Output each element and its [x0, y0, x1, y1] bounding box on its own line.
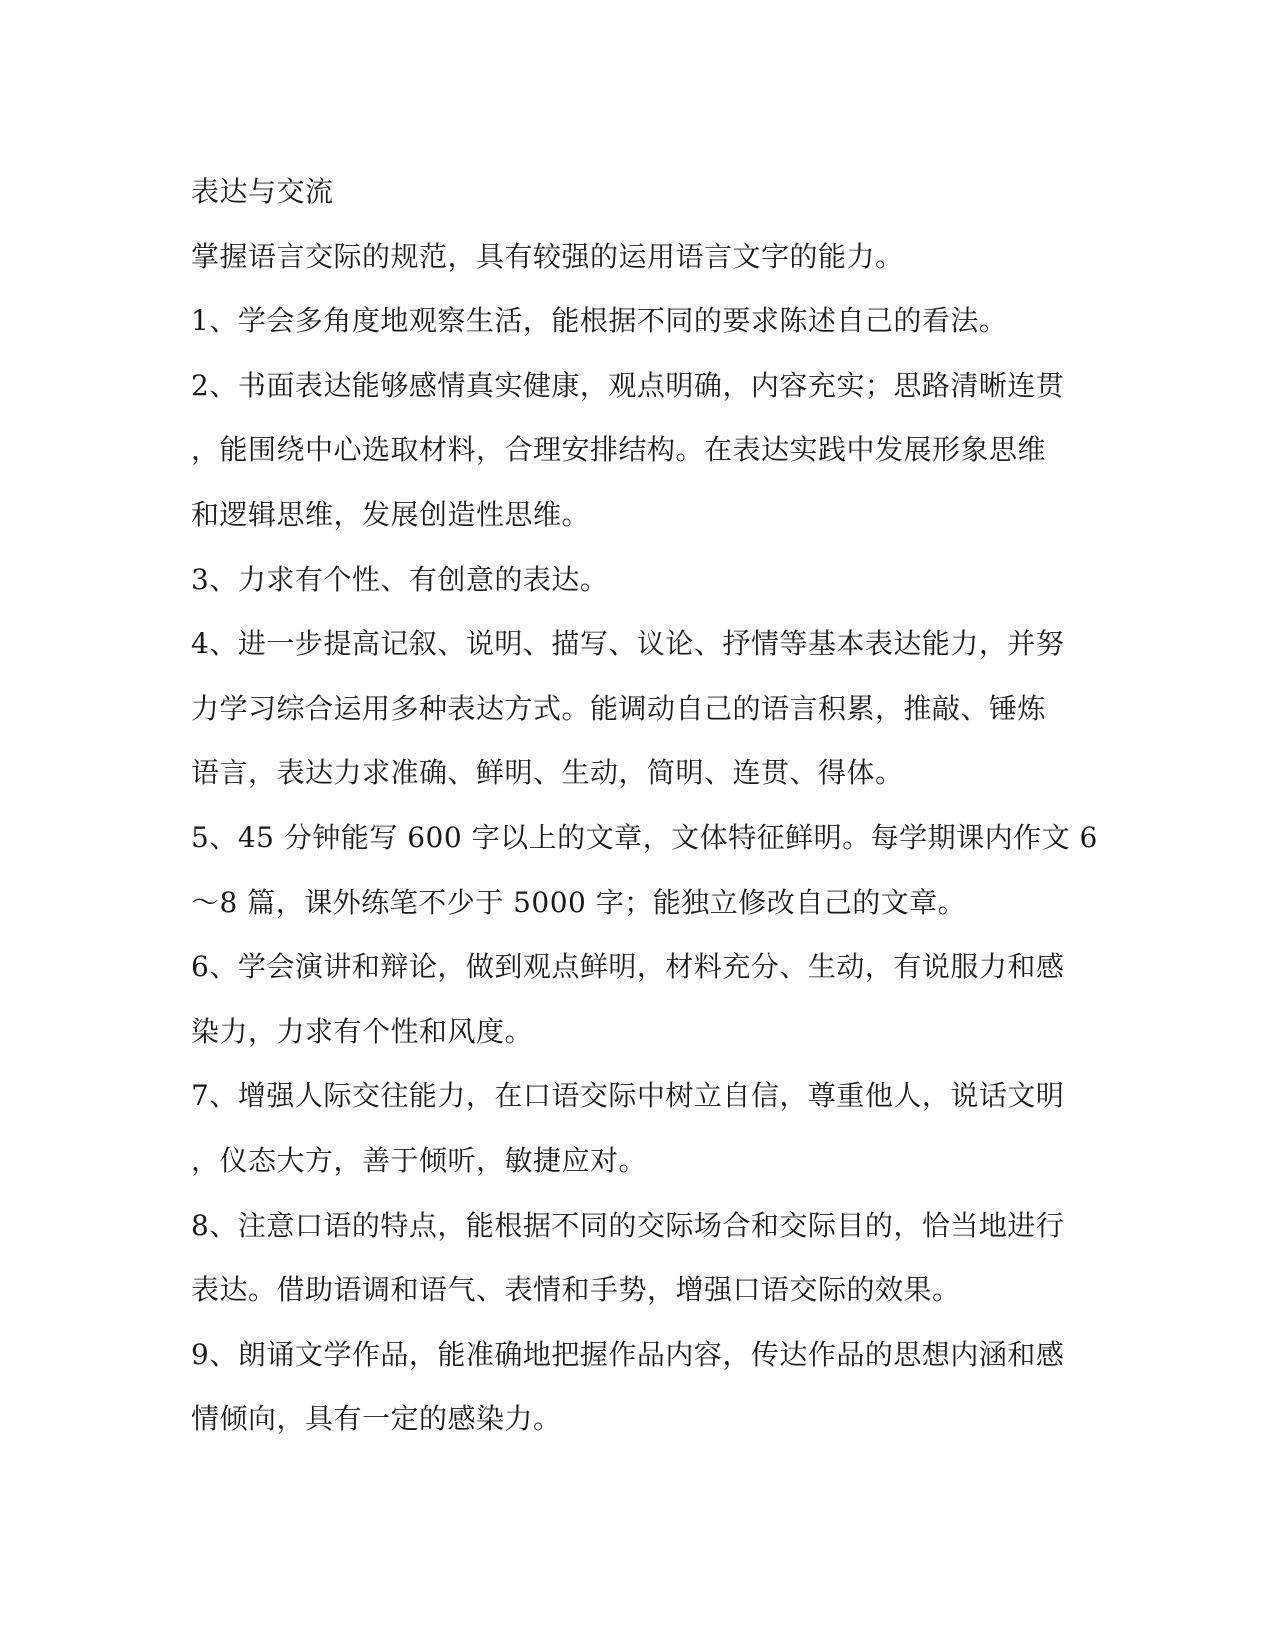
- text-line: 6、学会演讲和辩论，做到观点鲜明，材料充分、生动，有说服力和感: [191, 950, 1065, 984]
- text-line: 4、进一步提高记叙、说明、描写、议论、抒情等基本表达能力，并努: [191, 627, 1065, 661]
- text-line: 表达。借助语调和语气、表情和手势，增强口语交际的效果。: [191, 1273, 961, 1307]
- text-line: ，仪态大方，善于倾听，敏捷应对。: [191, 1143, 648, 1177]
- text-line: 情倾向，具有一定的感染力。: [191, 1402, 562, 1436]
- section-title: 表达与交流: [191, 175, 334, 208]
- text-line: ～8 篇，课外练笔不少于 5000 字；能独立修改自己的文章。: [191, 885, 967, 919]
- text-line: 1、学会多角度地观察生活，能根据不同的要求陈述自己的看法。: [191, 304, 1008, 338]
- text-line: 力学习综合运用多种表达方式。能调动自己的语言积累，推敲、锤炼: [191, 691, 1047, 725]
- text-line: 8、注意口语的特点，能根据不同的交际场合和交际目的，恰当地进行: [191, 1208, 1065, 1242]
- text-line: 语言，表达力求准确、鲜明、生动，简明、连贯、得体。: [191, 756, 904, 790]
- text-line: 染力，力求有个性和风度。: [191, 1014, 534, 1048]
- text-line: 2、书面表达能够感情真实健康，观点明确，内容充实；思路清晰连贯: [191, 368, 1065, 402]
- document-body: [191, 160, 1098, 1452]
- text-line: 3、力求有个性、有创意的表达。: [191, 562, 609, 596]
- text-line: 掌握语言交际的规范，具有较强的运用语言文字的能力。: [191, 239, 904, 273]
- text-line: 7、增强人际交往能力，在口语交际中树立自信，尊重他人，说话文明: [191, 1079, 1065, 1113]
- text-line: ，能围绕中心选取材料，合理安排结构。在表达实践中发展形象思维: [191, 433, 1047, 467]
- text-line: 9、朗诵文学作品，能准确地把握作品内容，传达作品的思想内涵和感: [191, 1337, 1065, 1371]
- text-line: 5、45 分钟能写 600 字以上的文章，文体特征鲜明。每学期课内作文 6: [191, 820, 1098, 854]
- text-line: 和逻辑思维，发展创造性思维。: [191, 497, 591, 531]
